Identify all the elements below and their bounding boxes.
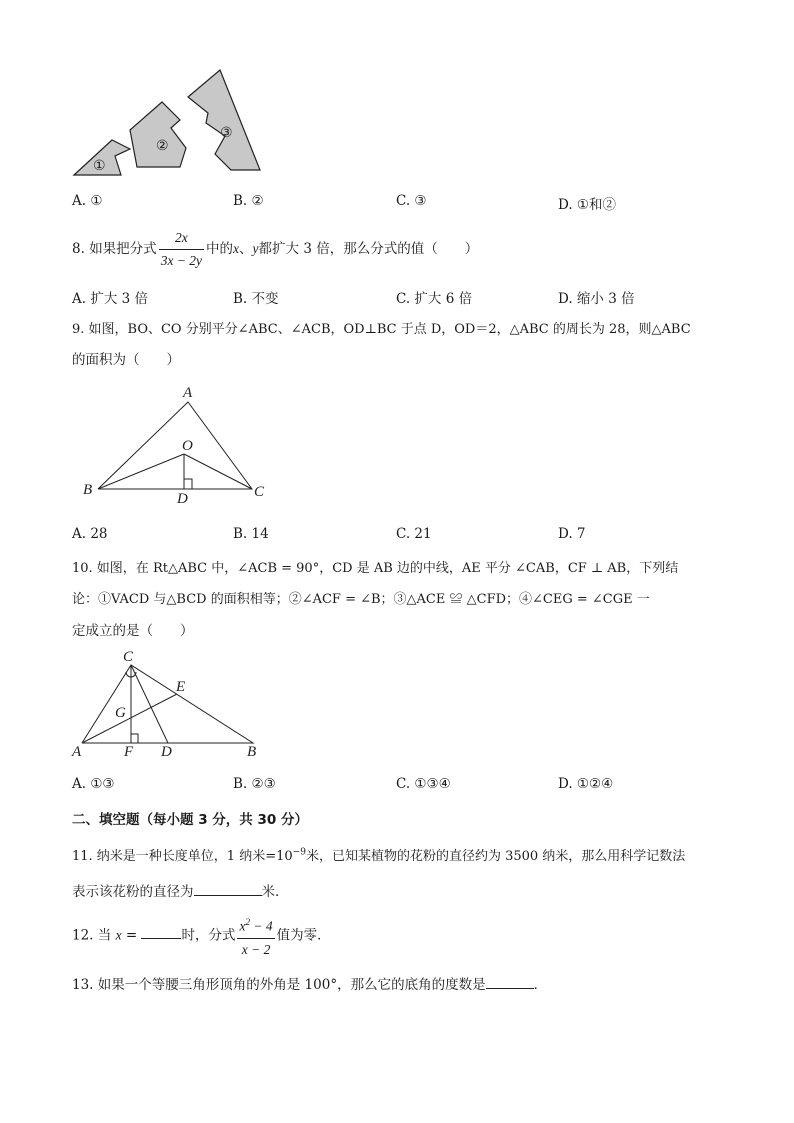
q12-num-base: x — [239, 918, 246, 934]
q9-option-c[interactable]: C. 21 — [396, 526, 432, 542]
label-d: D — [161, 744, 172, 760]
q13-stem — [72, 973, 547, 993]
q8-option-d[interactable]: D. 缩小 3 倍 — [558, 291, 635, 307]
q11-line1-b: 米，已知某植物的花粉的直径约为 3500 纳米，那么用科学记数法 — [305, 849, 686, 864]
q8-var-y: y — [252, 241, 259, 256]
q12-intro: 12. 当 — [72, 927, 112, 944]
q12-num-exp: 2 — [245, 917, 250, 927]
q9-stem-line2: 的面积为（ ） — [72, 352, 180, 368]
q12-fraction — [237, 912, 274, 960]
q12-var: x — [115, 927, 122, 943]
shape-1-label: ① — [93, 159, 106, 174]
q11-line2 — [72, 880, 289, 900]
q8-intro: 如果把分式 — [89, 241, 157, 257]
triangle-abc — [82, 665, 253, 743]
q8-fraction — [159, 228, 204, 271]
q9-option-d[interactable]: D. 7 — [558, 526, 586, 542]
q10-stem-line2: 论：①VACD 与△BCD 的面积相等；②∠ACF = ∠B；③△ACE ≌ △CFD；④∠CEG = ∠CGE 一 — [72, 592, 650, 607]
segment-ae — [82, 694, 177, 743]
section-fill-in-title: 二、填空题（每小题 3 分，共 30 分） — [72, 812, 308, 828]
q10-stem-line1: 10. 如图，在 Rt△ABC 中，∠ACB = 90°，CD 是 AB 边的中线，AE 平分 ∠CAB，CF ⊥ AB，下列结 — [72, 561, 679, 576]
q8-tail: 都扩大 3 倍，那么分式的值（ ） — [258, 241, 479, 257]
q13-answer-blank[interactable] — [486, 976, 534, 989]
q11-answer-blank[interactable] — [194, 883, 262, 896]
label-d: D — [177, 491, 188, 506]
q8-stem — [72, 228, 478, 271]
q9-option-b[interactable]: B. 14 — [233, 526, 269, 542]
q10-stem-line3: 定成立的是（ ） — [72, 623, 194, 639]
q12-fraction-numerator — [237, 912, 274, 938]
label-b: B — [247, 744, 257, 760]
right-angle-mark-f — [131, 734, 138, 743]
q8-option-a[interactable]: A. 扩大 3 倍 — [72, 291, 149, 307]
q11-line1 — [72, 845, 685, 864]
label-a: A — [72, 744, 82, 760]
q7-option-b[interactable]: B. ② — [233, 193, 264, 209]
q12-num-rest: − 4 — [249, 918, 273, 934]
q12-answer-blank[interactable] — [141, 926, 181, 939]
q11-line2-b: 米． — [261, 884, 289, 900]
q8-fraction-numerator: 2x — [174, 230, 188, 245]
q8-fraction-denominator: 3x − 2y — [159, 249, 204, 271]
q7-figure — [70, 66, 270, 180]
q12-fraction-denominator: x − 2 — [237, 938, 274, 960]
q8-number: 8. — [72, 241, 85, 257]
segment-bo — [98, 454, 184, 489]
q10-option-b[interactable]: B. ②③ — [233, 776, 276, 792]
q10-figure — [70, 646, 270, 760]
q10-option-d[interactable]: D. ①②④ — [558, 776, 614, 792]
segment-co — [184, 454, 252, 489]
shape-2-label: ② — [156, 139, 169, 154]
q7-option-a[interactable]: A. ① — [72, 193, 103, 209]
right-angle-mark — [184, 479, 192, 489]
shape-3-label: ③ — [220, 126, 233, 141]
q11-line1-a: 11. 纳米是一种长度单位，1 纳米=10 — [72, 849, 293, 864]
shape-2 — [130, 102, 186, 167]
q8-option-c[interactable]: C. 扩大 6 倍 — [396, 291, 473, 307]
q12-stem — [72, 912, 331, 960]
label-g: G — [115, 705, 126, 721]
q7-option-c[interactable]: C. ③ — [396, 193, 427, 209]
q8-var-x: x — [233, 241, 240, 256]
q12-eq: = — [121, 927, 142, 944]
q13-end: ． — [533, 977, 548, 993]
q9-figure — [78, 382, 278, 506]
q10-option-c[interactable]: C. ①③④ — [396, 776, 451, 792]
q8-option-b[interactable]: B. 不变 — [233, 291, 279, 307]
label-a: A — [183, 385, 193, 401]
q9-option-a[interactable]: A. 28 — [72, 526, 108, 542]
q12-tail: 值为零． — [276, 927, 331, 944]
label-o: O — [182, 438, 193, 454]
label-c: C — [123, 649, 134, 665]
label-f: F — [124, 744, 134, 760]
q10-option-a[interactable]: A. ①③ — [72, 776, 115, 792]
label-b: B — [83, 482, 93, 498]
triangle-abc — [98, 402, 252, 489]
q11-exponent: −9 — [292, 847, 306, 858]
label-e: E — [176, 679, 186, 695]
q8-sep: 、 — [239, 241, 253, 257]
q9-stem-line1: 9. 如图，BO、CO 分别平分∠ABC、∠ACB，OD⊥BC 于点 D，OD＝2，△ABC 的周长为 28，则△ABC — [72, 322, 691, 337]
q13-text: 13. 如果一个等腰三角形顶角的外角是 100°，那么它的底角的度数是 — [72, 977, 486, 993]
q8-mid: 中的 — [206, 241, 234, 257]
label-c: C — [254, 484, 265, 500]
q12-mid: 时，分式 — [181, 927, 236, 944]
q7-option-d[interactable]: D. ①和② — [558, 197, 617, 213]
shape-3 — [188, 70, 260, 170]
q11-line2-a: 表示该花粉的直径为 — [72, 884, 194, 900]
